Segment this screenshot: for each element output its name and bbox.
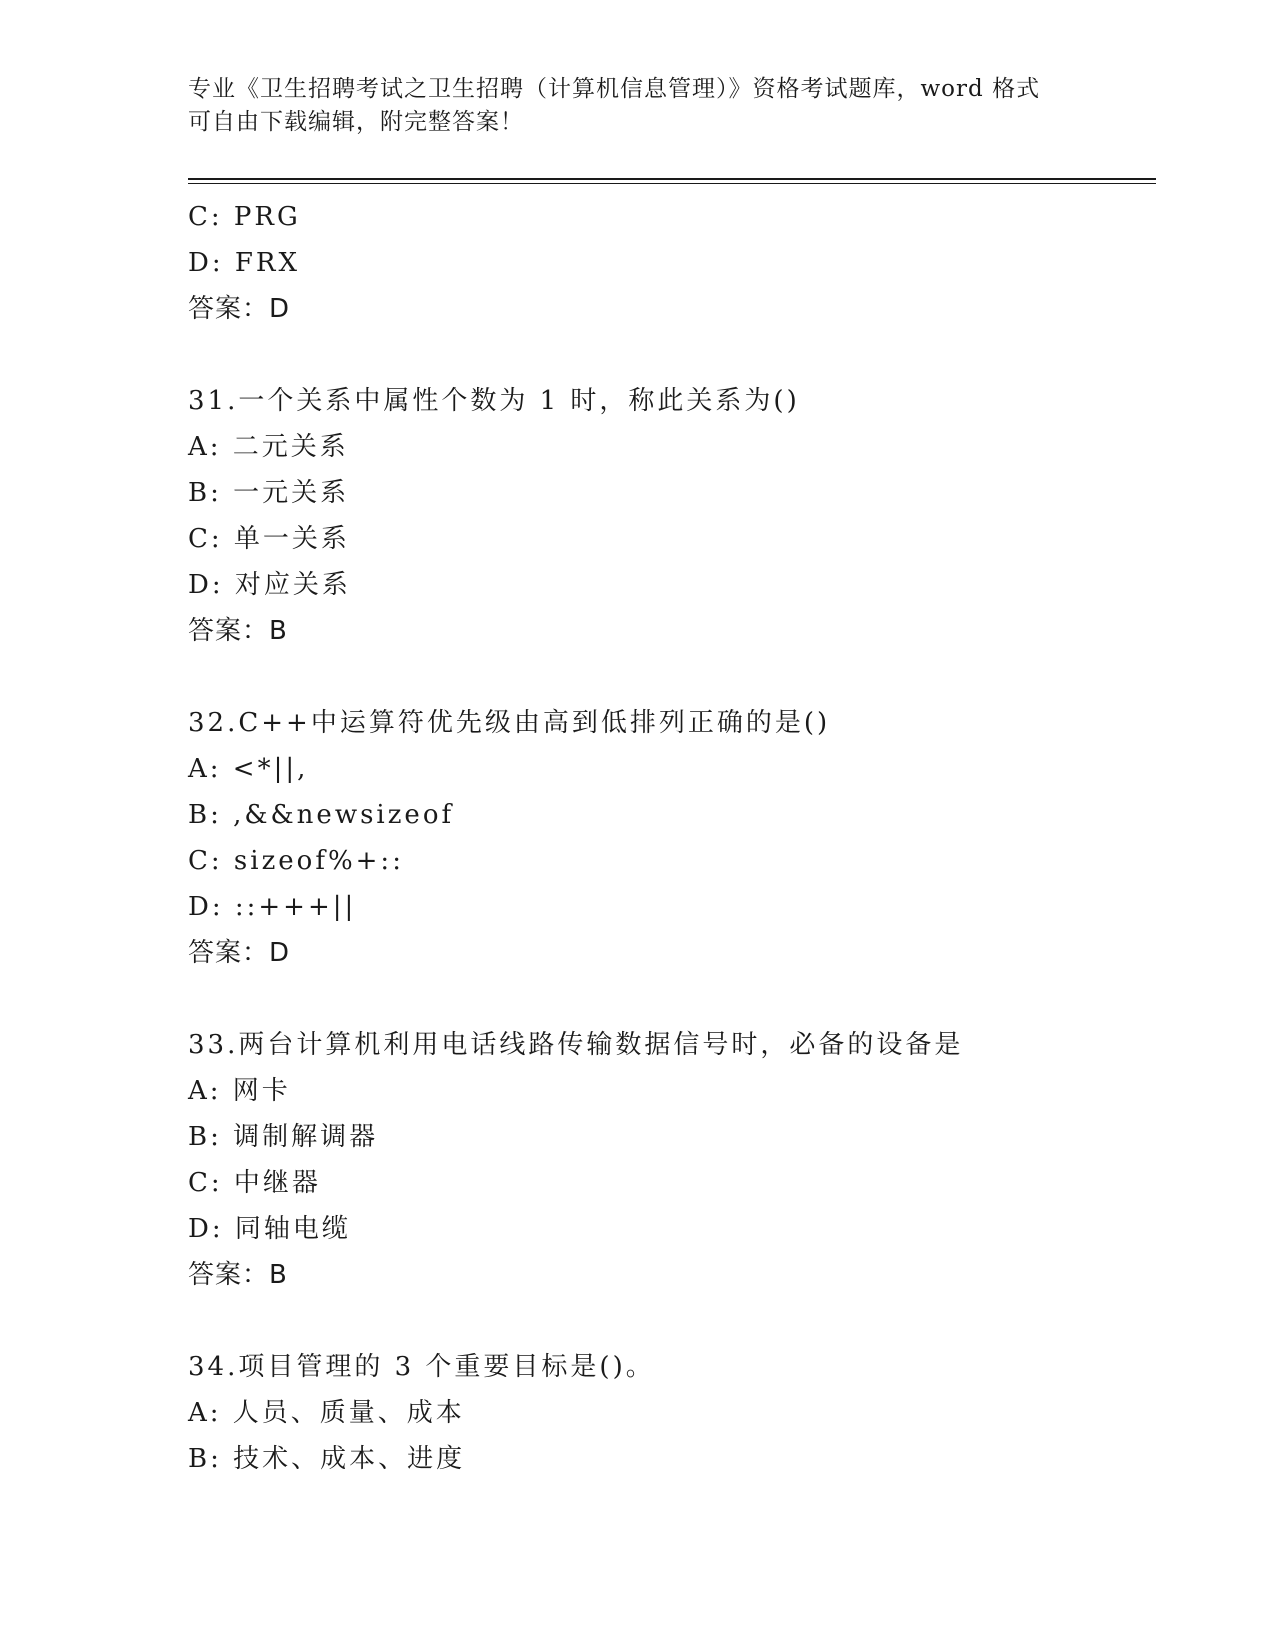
option-b: B: 技术、成本、进度 (188, 1444, 466, 1474)
option-c: C: sizeof%+:: (188, 846, 404, 876)
question-list (188, 194, 1188, 1482)
header-line-2: 可自由下载编辑，附完整答案！ (188, 109, 524, 135)
question-text: 34.项目管理的 3 个重要目标是()。 (188, 1352, 655, 1382)
answer-line: 答案：D (188, 294, 291, 324)
option-b: B: ,&&newsizeof (188, 800, 455, 830)
option-d: D: 同轴电缆 (188, 1214, 351, 1244)
question-block-33 (188, 1022, 1188, 1298)
option-c: C: 中继器 (188, 1168, 321, 1198)
document-header (188, 73, 1088, 139)
option-d: D: FRX (188, 248, 300, 278)
option-d: D: ::+++|| (188, 892, 357, 922)
question-block-31 (188, 378, 1188, 654)
option-c: C: 单一关系 (188, 524, 350, 554)
question-text: 31.一个关系中属性个数为 1 时，称此关系为() (188, 386, 800, 416)
option-c: C: PRG (188, 202, 301, 232)
question-text: 33.两台计算机利用电话线路传输数据信号时，必备的设备是 (188, 1030, 964, 1060)
question-block-32 (188, 700, 1188, 976)
option-a: A: 二元关系 (188, 432, 349, 462)
question-block-30 (188, 194, 1188, 332)
header-line-1: 专业《卫生招聘考试之卫生招聘（计算机信息管理）》资格考试题库，word 格式 (188, 76, 1041, 102)
option-a: A: 网卡 (188, 1076, 291, 1106)
option-a: A: 人员、质量、成本 (188, 1398, 465, 1428)
option-b: B: 调制解调器 (188, 1122, 379, 1152)
question-block-34 (188, 1344, 1188, 1482)
question-text: 32.C++中运算符优先级由高到低排列正确的是() (188, 708, 831, 738)
option-a: A: <*||, (188, 754, 309, 784)
answer-line: 答案：B (188, 616, 288, 646)
answer-line: 答案：D (188, 938, 291, 968)
header-divider-top (188, 178, 1156, 180)
header-divider-bottom (188, 183, 1156, 184)
option-d: D: 对应关系 (188, 570, 351, 600)
option-b: B: 一元关系 (188, 478, 350, 508)
answer-line: 答案：B (188, 1260, 288, 1290)
